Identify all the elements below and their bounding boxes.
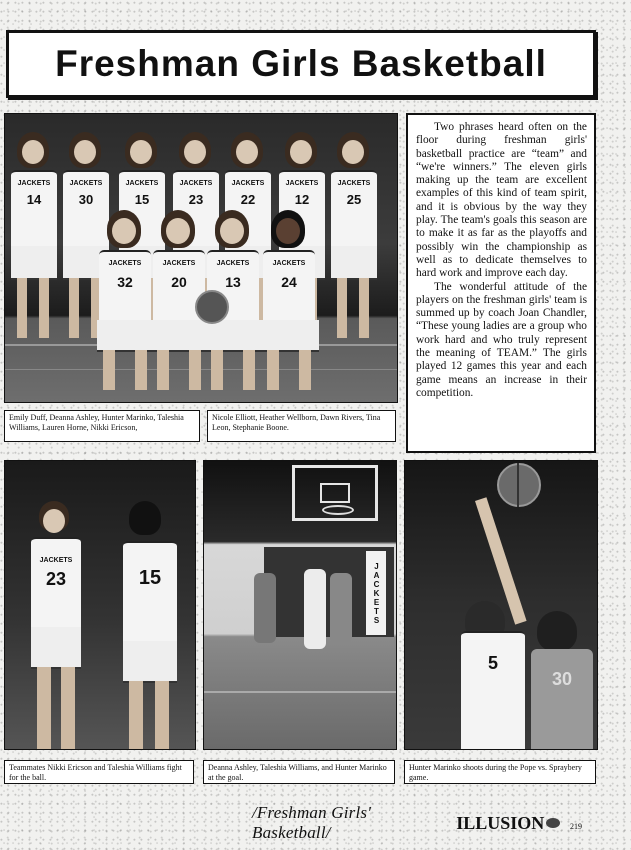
jersey-text: JACKETS bbox=[231, 180, 265, 187]
jersey-text: JACKETS bbox=[285, 180, 319, 187]
jersey-text: JACKETS bbox=[108, 260, 142, 267]
photo2-caption-text: Deanna Ashley, Taleshia Williams, and Hunter Marinko at the goal. bbox=[208, 763, 387, 782]
team-caption-right-text: Nicole Elliott, Heather Wellborn, Dawn Rivers, Tina Leon, Stephanie Boone. bbox=[212, 413, 381, 432]
jacket-mascot-icon bbox=[546, 818, 560, 828]
team-caption-left-text: Emily Duff, Deanna Ashley, Hunter Marinko, Taleshia Williams, Lauren Horne, Nikki Ericson, bbox=[9, 413, 184, 432]
jersey-text: JACKETS bbox=[162, 260, 196, 267]
action-photo-1 bbox=[4, 460, 196, 750]
story-paragraph-2: The wonderful attitude of the players on the freshman girls' team is summed up by coach Joan Chandler, “These young ladies are a group who work hard and who truly represent the meaning of TEAM.” The girls played 12 games this year and each game means an increase in their competition. bbox=[416, 280, 587, 399]
jersey-number: 24 bbox=[281, 274, 297, 290]
action-photo-3 bbox=[404, 460, 598, 750]
jersey-text: JACKETS bbox=[337, 180, 371, 187]
page-number: 219 bbox=[570, 821, 582, 831]
photo3-caption-text: Hunter Marinko shoots during the Pope vs. Spraybery game. bbox=[409, 763, 582, 782]
jersey-text: JACKETS bbox=[216, 260, 250, 267]
photo3-caption bbox=[404, 760, 596, 784]
jersey-text: JACKETS bbox=[125, 180, 159, 187]
photo1-caption-text: Teammates Nikki Ericson and Taleshia Williams fight for the ball. bbox=[9, 763, 182, 782]
photo1-jersey-text: JACKETS bbox=[39, 557, 73, 564]
jersey-number: 20 bbox=[171, 274, 187, 290]
team-caption-left bbox=[4, 410, 200, 442]
jersey-text: JACKETS bbox=[17, 180, 51, 187]
jersey-number: 15 bbox=[134, 192, 150, 207]
jersey-text: JACKETS bbox=[179, 180, 213, 187]
photo3-number-1: 5 bbox=[487, 653, 498, 673]
footer-section-title: /Freshman Girls' Basketball/ bbox=[252, 803, 372, 842]
jersey-number: 23 bbox=[188, 192, 204, 207]
jersey-number: 30 bbox=[78, 192, 94, 207]
photo1-number-2: 15 bbox=[138, 567, 162, 589]
jersey-number: 14 bbox=[26, 192, 42, 207]
photo1-caption bbox=[4, 760, 194, 784]
basketball-icon bbox=[497, 463, 541, 507]
page-title-box bbox=[6, 30, 596, 98]
gym-wall-text: JACKETS bbox=[366, 551, 386, 635]
footer-brand-logo: ILLUSION bbox=[456, 812, 545, 833]
story-box bbox=[406, 113, 596, 453]
team-basketball-icon bbox=[195, 290, 229, 324]
jersey-number: 25 bbox=[346, 192, 362, 207]
team-photo bbox=[4, 113, 398, 403]
photo3-number-2: 30 bbox=[551, 669, 573, 689]
jersey-number: 12 bbox=[294, 192, 310, 207]
story-paragraph-1: Two phrases heard often on the floor during freshman girls' basketball practice are “team” and “we're winners.” The eleven girls making up the team are excellent examples of this kind of team spirit, and it is obvious by the way they play. The team's goals this season are to make it as far as the playoffs and possibly win the championship as well as to dedicate themselves to hard work and improve each day. bbox=[416, 121, 587, 280]
jersey-number: 13 bbox=[225, 274, 241, 290]
jersey-text: JACKETS bbox=[69, 180, 103, 187]
page-title: Freshman Girls Basketball bbox=[55, 43, 547, 84]
action-photo-2 bbox=[203, 460, 397, 750]
team-caption-right bbox=[207, 410, 396, 442]
jersey-number: 32 bbox=[117, 274, 133, 290]
page-footer bbox=[252, 803, 582, 842]
photo2-caption bbox=[203, 760, 395, 784]
jersey-number: 22 bbox=[240, 192, 256, 207]
photo1-number-1: 23 bbox=[45, 569, 67, 589]
jersey-text: JACKETS bbox=[272, 260, 306, 267]
